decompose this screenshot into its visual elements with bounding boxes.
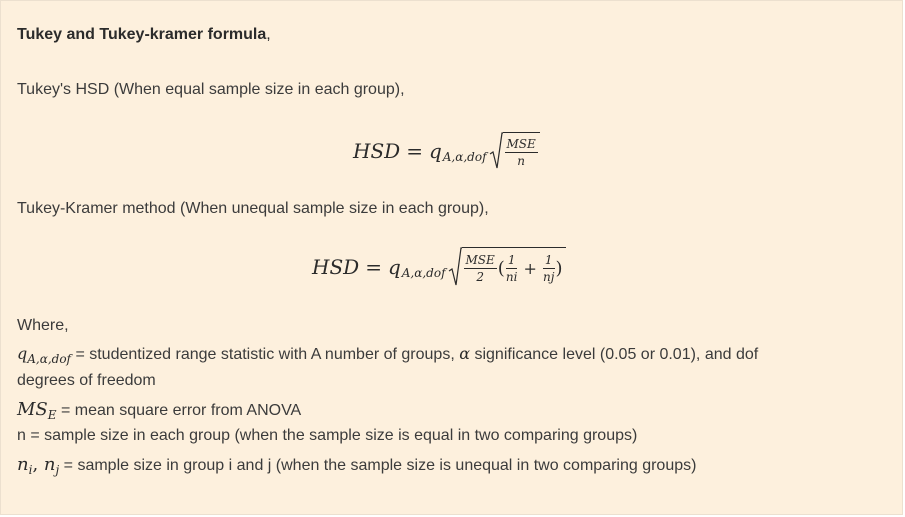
ni-nj-symbol	[17, 454, 59, 475]
fraction-numerator: MSE	[465, 253, 495, 267]
q-definition-text-2: significance level (0.05 or 0.01), and dof	[470, 346, 759, 363]
symbol-comma: ,	[32, 454, 44, 475]
square-root	[448, 247, 566, 287]
ni-letter: n	[17, 454, 29, 475]
mse-over-two-fraction	[464, 254, 497, 283]
hsd-formula	[353, 132, 540, 170]
fraction-numerator: MSE	[506, 137, 536, 151]
equals-sign: =	[365, 255, 382, 279]
ni-subscript: i	[28, 463, 33, 477]
ni-nj-definition	[17, 454, 696, 475]
ni-nj-definition-text: = sample size in group i and j (when the sample size is unequal in two comparing groups)	[59, 457, 697, 474]
fraction-denominator: ni	[505, 270, 518, 284]
where-label: Where,	[17, 317, 69, 334]
tukey-kramer-formula	[312, 247, 566, 287]
mse-definition-text: = mean square error from ANOVA	[56, 402, 302, 419]
one-over-ni-fraction	[506, 254, 518, 283]
q-subscript: A,α,dof	[401, 266, 446, 280]
q-subscript: A,α,dof	[27, 352, 71, 366]
nj-letter: n	[43, 454, 56, 475]
mse-over-n-fraction	[505, 138, 538, 167]
q-letter: q	[17, 344, 28, 363]
hsd-symbol: HSD	[353, 139, 401, 163]
title-bold: Tukey and Tukey-kramer formula	[17, 26, 267, 43]
q-definition-continued: degrees of freedom	[17, 372, 156, 389]
fraction-numerator: 1	[507, 253, 516, 267]
fraction-denominator: nj	[542, 270, 555, 284]
tukey-hsd-description: Tukey's HSD (When equal sample size in each group),	[17, 81, 405, 98]
mse-definition	[17, 399, 301, 420]
q-subscript: A,α,dof	[442, 150, 487, 164]
tukey-kramer-description: Tukey-Kramer method (When unequal sample size in each group),	[17, 200, 489, 217]
title-suffix: ,	[266, 26, 271, 43]
alpha-symbol: α	[459, 344, 471, 363]
radicand	[503, 132, 540, 170]
section-title	[17, 26, 271, 44]
equals-sign: =	[406, 139, 423, 163]
one-over-nj-fraction	[543, 254, 555, 283]
open-paren: (	[497, 258, 505, 279]
q-symbol: q	[428, 139, 442, 163]
radical-icon	[448, 247, 462, 287]
q-symbol: q	[387, 255, 401, 279]
hsd-symbol: HSD	[312, 255, 360, 279]
mse-letters: MS	[17, 399, 48, 420]
square-root	[489, 132, 540, 170]
plus-sign: +	[523, 259, 537, 278]
fraction-numerator: 1	[544, 253, 553, 267]
radical-icon	[489, 132, 503, 170]
q-definition-text: = studentized range statistic with A number of groups,	[71, 346, 460, 363]
q-definition	[17, 344, 758, 364]
fraction-denominator: n	[517, 154, 526, 168]
close-paren: )	[555, 258, 563, 279]
mse-symbol	[17, 399, 57, 420]
mse-subscript: E	[47, 408, 57, 422]
radicand	[462, 247, 566, 287]
nj-subscript: j	[55, 463, 60, 477]
n-definition: n = sample size in each group (when the sample size is equal in two comparing groups)	[17, 427, 638, 444]
q-symbol	[17, 344, 71, 366]
fraction-denominator: 2	[476, 270, 484, 284]
